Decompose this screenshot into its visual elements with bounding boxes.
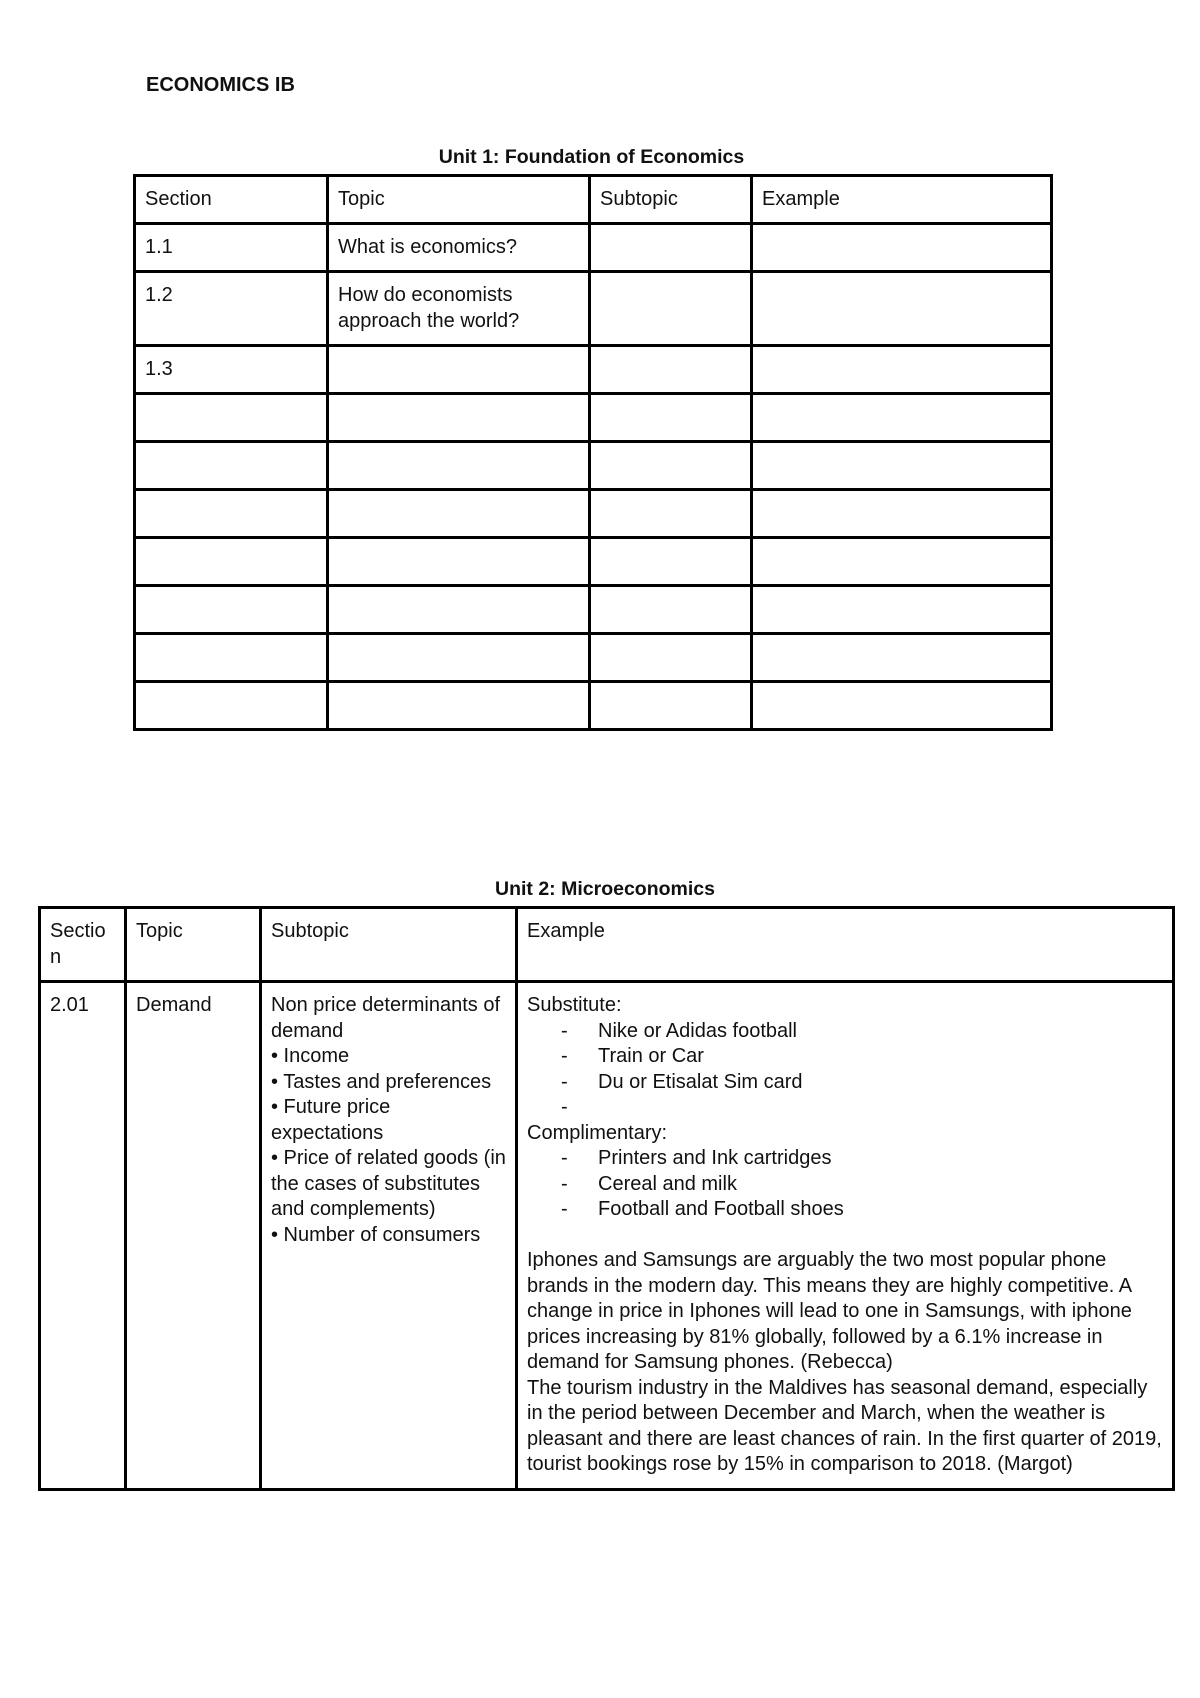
table-cell bbox=[328, 682, 590, 730]
document-title: ECONOMICS IB bbox=[146, 74, 295, 96]
table-row bbox=[135, 346, 1052, 394]
header-cell: Example bbox=[517, 908, 1174, 982]
table-cell bbox=[135, 682, 328, 730]
table-cell: How do economists approach the world? bbox=[328, 272, 590, 346]
table-row bbox=[135, 224, 1052, 272]
table-cell: 1.1 bbox=[135, 224, 328, 272]
table-cell bbox=[590, 272, 752, 346]
subtopic-line: • Price of related goods (in the cases of substitutes and complements) bbox=[271, 1147, 506, 1220]
table-cell bbox=[590, 586, 752, 634]
table-row bbox=[135, 490, 1052, 538]
table-cell bbox=[328, 538, 590, 586]
unit1-table bbox=[133, 174, 1053, 731]
table-row bbox=[135, 442, 1052, 490]
header-cell: Section bbox=[135, 176, 328, 224]
table-cell bbox=[590, 490, 752, 538]
table-cell bbox=[590, 224, 752, 272]
table-cell bbox=[590, 682, 752, 730]
table-cell: 1.2 bbox=[135, 272, 328, 346]
table-cell bbox=[590, 394, 752, 442]
list-item: - Train or Car bbox=[561, 1044, 1163, 1070]
table-cell bbox=[328, 634, 590, 682]
spacer bbox=[527, 1223, 1163, 1249]
table-row bbox=[135, 634, 1052, 682]
subtopic-line: • Tastes and preferences bbox=[271, 1070, 492, 1093]
header-cell: Section bbox=[40, 908, 126, 982]
subtopic-line: • Future price expectations bbox=[271, 1096, 391, 1144]
table-cell bbox=[135, 586, 328, 634]
table-cell bbox=[752, 634, 1052, 682]
header-cell: Topic bbox=[126, 908, 261, 982]
list-item: - Nike or Adidas football bbox=[561, 1019, 1163, 1045]
table-row bbox=[135, 272, 1052, 346]
unit1-caption: Unit 1: Foundation of Economics bbox=[438, 146, 745, 168]
complementary-label: Complimentary: bbox=[527, 1121, 668, 1144]
example-cell bbox=[517, 982, 1174, 1490]
header-cell: Topic bbox=[328, 176, 590, 224]
unit2-table bbox=[38, 906, 1175, 1491]
table-cell bbox=[752, 394, 1052, 442]
table-cell bbox=[135, 538, 328, 586]
table-row bbox=[135, 538, 1052, 586]
table-cell bbox=[752, 682, 1052, 730]
table-cell: 1.3 bbox=[135, 346, 328, 394]
table-cell bbox=[590, 634, 752, 682]
table-cell bbox=[752, 346, 1052, 394]
header-cell: Subtopic bbox=[261, 908, 517, 982]
example-paragraph: Iphones and Samsungs are arguably the two most popular phone brands in the modern day. This means they are highly competitive. A change in price in Iphones will lead to one in Samsungs, with iphone prices increasing by 81% globally, followed by a 6.1% increase in demand for Samsung phones. (Rebecca) bbox=[527, 1249, 1132, 1373]
table-row bbox=[40, 982, 1174, 1490]
complementary-list bbox=[527, 1146, 1163, 1223]
list-item bbox=[561, 1095, 1163, 1121]
subtopic-line: • Income bbox=[271, 1045, 350, 1067]
list-item: - Football and Football shoes bbox=[561, 1197, 1163, 1223]
table-cell bbox=[135, 490, 328, 538]
substitute-label: Substitute: bbox=[527, 994, 622, 1016]
header-cell: Example bbox=[752, 176, 1052, 224]
list-item: - Du or Etisalat Sim card bbox=[561, 1070, 1163, 1096]
table-cell bbox=[752, 224, 1052, 272]
table-cell bbox=[328, 394, 590, 442]
table-row bbox=[135, 682, 1052, 730]
table-cell: What is economics? bbox=[328, 224, 590, 272]
table-row bbox=[135, 586, 1052, 634]
header-cell: Subtopic bbox=[590, 176, 752, 224]
table-row bbox=[135, 394, 1052, 442]
section-cell: 2.01 bbox=[40, 982, 126, 1490]
table-cell bbox=[328, 346, 590, 394]
subtopic-cell bbox=[261, 982, 517, 1490]
table-cell bbox=[135, 394, 328, 442]
topic-cell: Demand bbox=[126, 982, 261, 1490]
table-cell bbox=[752, 442, 1052, 490]
table-cell bbox=[135, 634, 328, 682]
table-cell bbox=[752, 586, 1052, 634]
list-item: - Cereal and milk bbox=[561, 1172, 1163, 1198]
table-cell bbox=[135, 442, 328, 490]
subtopic-line: Non price determinants of demand bbox=[271, 994, 501, 1042]
table-cell bbox=[752, 272, 1052, 346]
table-cell bbox=[328, 490, 590, 538]
table-cell bbox=[590, 538, 752, 586]
table-cell bbox=[752, 490, 1052, 538]
example-paragraph: The tourism industry in the Maldives has seasonal demand, especially in the period between December and March, when the weather is pleasant and there are least chances of rain. In the first quarter of 2019, tourist bookings rose by 15% in comparison to 2018. (Margot) bbox=[527, 1376, 1162, 1475]
list-item: - Printers and Ink cartridges bbox=[561, 1146, 1163, 1172]
substitute-list bbox=[527, 1019, 1163, 1121]
table-header-row bbox=[135, 176, 1052, 224]
table-cell bbox=[328, 442, 590, 490]
table-cell bbox=[752, 538, 1052, 586]
unit2-caption: Unit 2: Microeconomics bbox=[495, 878, 715, 900]
table-cell bbox=[590, 346, 752, 394]
subtopic-line: • Number of consumers bbox=[271, 1223, 481, 1246]
table-header-row bbox=[40, 908, 1174, 982]
table-cell bbox=[328, 586, 590, 634]
table-cell bbox=[590, 442, 752, 490]
